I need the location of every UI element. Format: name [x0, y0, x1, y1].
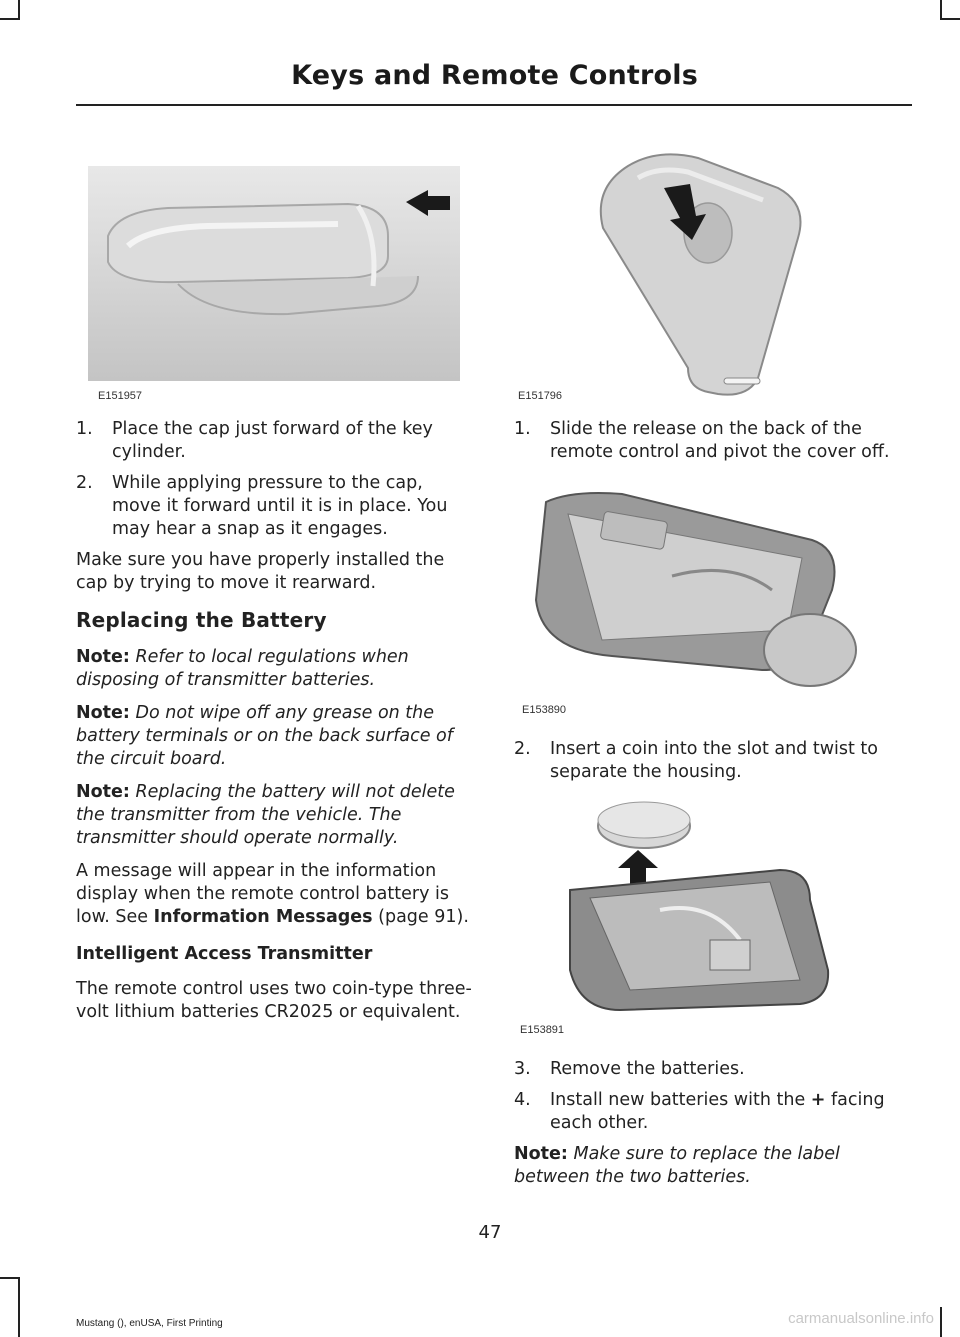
figure-battery-removal — [510, 790, 890, 1040]
header-rule — [76, 104, 912, 106]
footer-text: Mustang (), enUSA, First Printing — [76, 1318, 223, 1329]
right-column-step2 — [514, 738, 914, 792]
page-number: 47 — [478, 1222, 502, 1243]
figure-code: E151796 — [518, 390, 563, 402]
note: Note: Refer to local regulations when disposing of transmitter batteries. — [76, 647, 409, 690]
plus-symbol: + — [810, 1090, 826, 1110]
crop-mark — [18, 1277, 20, 1337]
right-column-steps — [514, 1058, 914, 1199]
figure-door-handle — [88, 166, 460, 406]
figure-key-fob — [508, 148, 808, 406]
list-item: 2. Insert a coin into the slot and twist to separate the housing. — [514, 739, 878, 782]
note: Note: Do not wipe off any grease on the battery terminals or on the back surface of the circuit board. — [76, 703, 453, 769]
crop-mark — [0, 18, 20, 20]
watermark: carmanualsonline.info — [788, 1310, 934, 1327]
crop-mark — [18, 0, 20, 20]
key-fob-illustration — [508, 148, 808, 406]
door-handle-illustration — [88, 166, 460, 406]
note: Note: Replacing the battery will not delete the transmitter from the vehicle. The transmitter should operate normally. — [76, 782, 455, 848]
cross-reference-link[interactable]: Information Messages — [153, 907, 373, 927]
left-column — [76, 418, 476, 1034]
crop-mark — [940, 1307, 942, 1337]
right-column-step1 — [514, 418, 914, 472]
figure-code: E153891 — [520, 1024, 565, 1036]
list-item: 1. Slide the release on the back of the remote control and pivot the cover off. — [514, 419, 890, 462]
list-item: 4. Install new batteries with the + facing each other. — [514, 1090, 885, 1133]
open-fob-illustration — [512, 480, 892, 720]
page-title: Keys and Remote Controls — [291, 60, 698, 91]
figure-open-fob — [512, 480, 892, 720]
crop-mark — [0, 1277, 20, 1279]
list-item: 1. Place the cap just forward of the key cylinder. — [76, 419, 433, 462]
figure-code: E151957 — [98, 390, 143, 402]
paragraph: A message will appear in the information display when the remote control battery is low. See Information Messages (page 91). — [76, 861, 469, 927]
list-item: 2. While applying pressure to the cap, move it forward until it is in place. You may hear a snap as it engages. — [76, 473, 448, 539]
subsection-heading: Intelligent Access Transmitter — [76, 944, 373, 964]
paragraph: Make sure you have properly installed the cap by trying to move it rearward. — [76, 550, 445, 593]
note: Note: Make sure to replace the label between the two batteries. — [514, 1144, 840, 1187]
figure-code: E153890 — [522, 704, 567, 716]
section-heading: Replacing the Battery — [76, 608, 327, 632]
battery-removal-illustration — [510, 790, 890, 1040]
list-item: 3. Remove the batteries. — [514, 1059, 745, 1079]
crop-mark — [940, 0, 942, 20]
paragraph: The remote control uses two coin-type three-volt lithium batteries CR2025 or equivalent. — [76, 979, 472, 1022]
crop-mark — [940, 18, 960, 20]
